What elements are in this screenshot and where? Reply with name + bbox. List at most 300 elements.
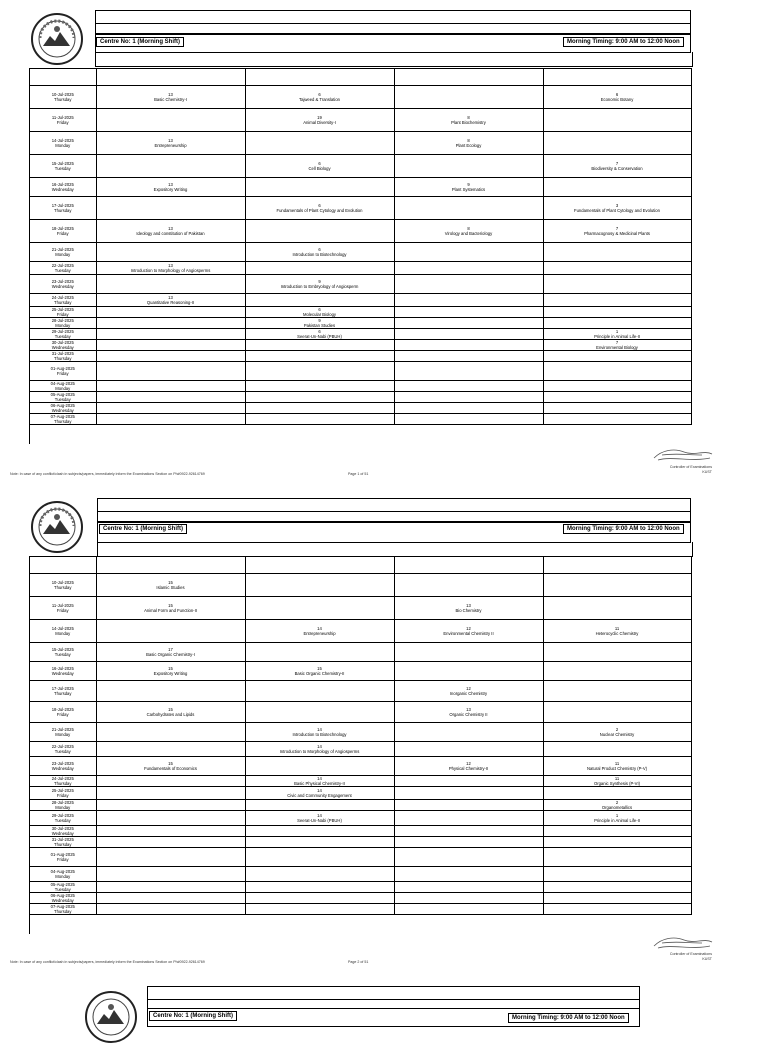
date-text: 29-Jul-2025 bbox=[51, 329, 74, 334]
exam-cell bbox=[394, 787, 543, 800]
subject-name: Animal Form and Function-II bbox=[144, 608, 197, 613]
exam-cell bbox=[394, 723, 543, 742]
date-text: 04-Aug-2025 bbox=[50, 381, 75, 386]
table-row bbox=[30, 723, 691, 742]
date-text: 29-Jul-2025 bbox=[51, 813, 74, 818]
paper-count: 2 bbox=[615, 727, 619, 732]
centre-label: Centre No: 1 (Morning Shift) bbox=[99, 524, 187, 534]
date-text: 18-Jul-2025 bbox=[51, 226, 74, 231]
exam-cell bbox=[394, 702, 543, 723]
exam-cell bbox=[96, 826, 245, 837]
exam-cell bbox=[96, 620, 245, 643]
paper-count: 13 bbox=[168, 138, 173, 143]
exam-cell bbox=[245, 723, 394, 742]
day-text: Friday bbox=[56, 793, 69, 798]
paper-count: 6 bbox=[318, 161, 321, 166]
date-text: 04-Aug-2025 bbox=[50, 869, 75, 874]
exam-cell bbox=[245, 643, 394, 662]
paper-count: 11 bbox=[614, 776, 620, 781]
day-text: Monday bbox=[55, 323, 71, 328]
paper-count: 6 bbox=[318, 307, 321, 312]
date-cell bbox=[30, 837, 96, 848]
date-cell bbox=[30, 757, 96, 776]
table-row bbox=[30, 882, 691, 893]
date-cell bbox=[30, 867, 96, 882]
exam-cell bbox=[543, 574, 691, 597]
subject-name: Pharmacognosy & Medicinal Plants bbox=[584, 231, 650, 236]
subject-name: Biodiversity & Conservation bbox=[591, 166, 643, 171]
exam-cell bbox=[543, 681, 691, 702]
date-cell bbox=[30, 702, 96, 723]
day-text: Tuesday bbox=[54, 334, 71, 339]
signature-caption bbox=[640, 952, 712, 962]
table-row bbox=[30, 893, 691, 904]
date-cell bbox=[30, 681, 96, 702]
exam-cell bbox=[394, 867, 543, 882]
date-text: 22-Jul-2025 bbox=[51, 744, 74, 749]
date-text: 17-Jul-2025 bbox=[51, 686, 74, 691]
subject-name: Basic Organic Chemistry-II bbox=[294, 671, 345, 676]
paper-count: 9 bbox=[318, 318, 321, 323]
subject-name: Animal Diversity-I bbox=[303, 120, 336, 125]
day-text: Wednesday bbox=[51, 345, 74, 350]
column-header-cell bbox=[96, 557, 245, 574]
date-text: 07-Aug-2025 bbox=[50, 904, 75, 909]
exam-cell bbox=[96, 643, 245, 662]
exam-cell bbox=[96, 800, 245, 811]
day-text: Tuesday bbox=[54, 652, 71, 657]
header-row-1 bbox=[147, 986, 640, 1000]
timing-label: Morning Timing: 9:00 AM to 12:00 Noon bbox=[563, 524, 684, 534]
exam-cell bbox=[245, 776, 394, 787]
paper-count: 9 bbox=[467, 182, 470, 187]
date-cell bbox=[30, 662, 96, 681]
exam-cell bbox=[394, 893, 543, 904]
exam-cell bbox=[96, 787, 245, 800]
column-header-cell bbox=[394, 557, 543, 574]
date-cell bbox=[30, 811, 96, 826]
day-text: Friday bbox=[56, 712, 69, 717]
subject-name: Principle in Animal Life-II bbox=[594, 334, 640, 339]
exam-cell bbox=[394, 574, 543, 597]
exam-cell bbox=[245, 757, 394, 776]
timing-label: Morning Timing: 9:00 AM to 12:00 Noon bbox=[563, 37, 684, 47]
signature-title: Controller of Examinations bbox=[669, 952, 712, 956]
subject-name: Introduction to Embryology of Angiosperm bbox=[280, 284, 359, 289]
timing-label: Morning Timing: 9:00 AM to 12:00 Noon bbox=[508, 1013, 629, 1023]
date-text: 14-Jul-2025 bbox=[51, 626, 74, 631]
date-text: 10-Jul-2025 bbox=[51, 92, 74, 97]
date-text: 16-Jul-2025 bbox=[51, 666, 74, 671]
exam-cell bbox=[96, 662, 245, 681]
day-text: Thursday bbox=[54, 585, 72, 590]
exam-cell bbox=[543, 848, 691, 867]
date-text: 31-Jul-2025 bbox=[51, 351, 74, 356]
date-cell bbox=[30, 800, 96, 811]
exam-cell bbox=[543, 882, 691, 893]
table-row bbox=[30, 574, 691, 597]
exam-cell bbox=[543, 826, 691, 837]
date-cell bbox=[30, 893, 96, 904]
paper-count: 14 bbox=[317, 788, 322, 793]
date-text: 07-Aug-2025 bbox=[50, 414, 75, 419]
column-header-row bbox=[30, 557, 691, 574]
exam-cell bbox=[96, 882, 245, 893]
day-text: Tuesday bbox=[54, 268, 71, 273]
exam-cell bbox=[96, 702, 245, 723]
date-text: 18-Jul-2025 bbox=[51, 707, 74, 712]
day-text: Tuesday bbox=[54, 749, 71, 754]
date-text: 25-Jul-2025 bbox=[51, 788, 74, 793]
table-row bbox=[30, 662, 691, 681]
exam-cell bbox=[543, 662, 691, 681]
column-header-cell bbox=[543, 557, 691, 574]
exam-cell bbox=[245, 867, 394, 882]
date-text: 05-Aug-2025 bbox=[50, 392, 75, 397]
paper-count: 17 bbox=[168, 647, 173, 652]
day-text: Thursday bbox=[54, 842, 72, 847]
subject-name: Molecular Biology bbox=[302, 312, 337, 317]
paper-count: 6 bbox=[318, 247, 321, 252]
paper-count: 15 bbox=[317, 666, 322, 671]
exam-cell bbox=[96, 776, 245, 787]
date-text: 06-Aug-2025 bbox=[50, 893, 75, 898]
column-header-cell bbox=[245, 557, 394, 574]
date-text: 11-Jul-2025 bbox=[51, 603, 74, 608]
date-text: 14-Jul-2025 bbox=[51, 138, 74, 143]
paper-count: 15 bbox=[168, 666, 173, 671]
university-logo-icon bbox=[30, 500, 84, 554]
date-text: 24-Jul-2025 bbox=[51, 295, 74, 300]
exam-cell bbox=[394, 776, 543, 787]
date-cell bbox=[30, 826, 96, 837]
paper-count: 13 bbox=[168, 92, 173, 97]
exam-cell bbox=[394, 757, 543, 776]
exam-cell bbox=[394, 904, 543, 915]
subject-name: Heterocyclic Chemistry bbox=[595, 631, 639, 636]
date-text: 01-Aug-2025 bbox=[50, 366, 75, 371]
exam-cell bbox=[245, 826, 394, 837]
subject-name: Introduction to Morphology of Angiosperms bbox=[279, 749, 360, 754]
paper-count: 1 bbox=[615, 813, 619, 818]
subject-name: Organic Chemistry II bbox=[449, 712, 488, 717]
day-text: Wednesday bbox=[51, 831, 74, 836]
paper-count: 8 bbox=[467, 115, 470, 120]
date-text: 05-Aug-2025 bbox=[50, 882, 75, 887]
paper-count: 15 bbox=[168, 580, 173, 585]
table-row bbox=[30, 681, 691, 702]
date-text: 15-Jul-2025 bbox=[51, 647, 74, 652]
paper-count: 7 bbox=[615, 226, 619, 231]
subject-name: Carbohydrates and Lipids bbox=[146, 712, 195, 717]
subject-name: Introduction to Morphology of Angiosperms bbox=[130, 268, 211, 273]
exam-cell bbox=[245, 904, 394, 915]
date-text: 01-Aug-2025 bbox=[50, 852, 75, 857]
exam-cell bbox=[543, 597, 691, 620]
table-row bbox=[30, 620, 691, 643]
day-text: Thursday bbox=[54, 781, 72, 786]
subject-name: Organometallics bbox=[601, 805, 633, 810]
paper-count: 15 bbox=[168, 761, 173, 766]
exam-cell bbox=[245, 848, 394, 867]
subject-name: Cell Biology bbox=[308, 166, 331, 171]
date-text: 16-Jul-2025 bbox=[51, 182, 74, 187]
subject-name: Expository Writing bbox=[153, 187, 188, 192]
subject-name: Virology and Bacteriology bbox=[444, 231, 493, 236]
table-row bbox=[30, 787, 691, 800]
day-text: Monday bbox=[55, 732, 71, 737]
exam-cell bbox=[96, 848, 245, 867]
exam-cell bbox=[96, 597, 245, 620]
subject-name: Pakistan Studies bbox=[303, 323, 336, 328]
page-number: Page 2 of 51 bbox=[348, 960, 369, 964]
footer-note: Note: In case of any conflict/clash in subjects/papers, immediately inform the Examinations Section on Ph#0922-92614769 bbox=[10, 472, 205, 476]
day-text: Thursday bbox=[54, 208, 72, 213]
paper-count: 8 bbox=[467, 226, 470, 231]
date-cell bbox=[30, 787, 96, 800]
date-cell bbox=[30, 723, 96, 742]
exam-cell bbox=[394, 643, 543, 662]
day-text: Monday bbox=[55, 874, 71, 879]
paper-count: 14 bbox=[317, 727, 322, 732]
date-cell bbox=[30, 597, 96, 620]
exam-cell bbox=[394, 597, 543, 620]
day-text: Wednesday bbox=[51, 766, 74, 771]
subject-name: Expository Writing bbox=[153, 671, 188, 676]
exam-cell bbox=[394, 826, 543, 837]
table-row bbox=[30, 702, 691, 723]
paper-count: 15 bbox=[168, 603, 173, 608]
paper-count: 8 bbox=[467, 138, 470, 143]
day-text: Friday bbox=[56, 857, 69, 862]
day-text: Thursday bbox=[54, 691, 72, 696]
table-row bbox=[30, 811, 691, 826]
subject-name: Islamic Studies bbox=[156, 585, 185, 590]
exam-cell bbox=[96, 723, 245, 742]
exam-cell bbox=[96, 837, 245, 848]
exam-cell bbox=[543, 800, 691, 811]
date-cell bbox=[30, 904, 96, 915]
date-cell bbox=[30, 848, 96, 867]
paper-count: 2 bbox=[615, 800, 619, 805]
centre-label: Centre No: 1 (Morning Shift) bbox=[96, 37, 184, 47]
day-text: Thursday bbox=[54, 909, 72, 914]
exam-cell bbox=[543, 643, 691, 662]
day-text: Friday bbox=[56, 371, 69, 376]
paper-count: 13 bbox=[466, 603, 471, 608]
signature-org: KUST bbox=[702, 470, 712, 474]
exam-cell bbox=[96, 742, 245, 757]
table-row bbox=[30, 643, 691, 662]
table-row bbox=[30, 848, 691, 867]
date-text: 28-Jul-2025 bbox=[51, 318, 74, 323]
subject-name: Fundamentals of Plant Cytology and Evolution bbox=[276, 208, 363, 213]
day-text: Thursday bbox=[54, 300, 72, 305]
exam-cell bbox=[245, 681, 394, 702]
date-text: 10-Jul-2025 bbox=[51, 580, 74, 585]
exam-cell bbox=[543, 742, 691, 757]
exam-cell bbox=[394, 742, 543, 757]
subject-name: Seerat-Un-Nabi (PBUH) bbox=[297, 334, 342, 339]
exam-cell bbox=[394, 811, 543, 826]
day-text: Wednesday bbox=[51, 671, 74, 676]
subject-name: Plant Biochemistry bbox=[451, 120, 486, 125]
date-text: 21-Jul-2025 bbox=[51, 727, 74, 732]
exam-cell bbox=[543, 811, 691, 826]
paper-count: 6 bbox=[318, 203, 321, 208]
exam-cell bbox=[394, 620, 543, 643]
subject-name: Organic Synthesis (P-VI) bbox=[593, 781, 641, 786]
page-3 bbox=[0, 980, 768, 1024]
exam-cell bbox=[543, 776, 691, 787]
university-logo-icon bbox=[84, 990, 138, 1044]
paper-count: 14 bbox=[317, 744, 322, 749]
exam-cell bbox=[394, 882, 543, 893]
day-text: Tuesday bbox=[54, 887, 71, 892]
subject-name: Principle in Animal Life-II bbox=[594, 818, 640, 823]
subject-name: Introduction to Biotechnology bbox=[292, 732, 347, 737]
subject-name: Seerat-Un-Nabi (PBUH) bbox=[297, 818, 342, 823]
date-text: 23-Jul-2025 bbox=[51, 279, 74, 284]
subject-name: Civic and Community Engagement bbox=[287, 793, 352, 798]
exam-cell bbox=[394, 837, 543, 848]
subject-name: Ideology and constitution of Pakistan bbox=[136, 231, 205, 236]
paper-count: 6 bbox=[615, 92, 619, 97]
paper-count: 13 bbox=[168, 263, 173, 268]
exam-cell bbox=[245, 662, 394, 681]
exam-cell bbox=[543, 893, 691, 904]
exam-cell bbox=[245, 574, 394, 597]
paper-count: 19 bbox=[317, 115, 322, 120]
paper-count: 9 bbox=[318, 279, 321, 284]
table-row bbox=[30, 904, 691, 915]
date-text: 22-Jul-2025 bbox=[51, 263, 74, 268]
subject-name: Natural Product Chemistry (P-V) bbox=[586, 766, 648, 771]
header-blank-row bbox=[97, 542, 693, 557]
subject-name: Nuclear Chemistry bbox=[599, 732, 635, 737]
subject-name: Basic Organic Chemistry-I bbox=[146, 652, 195, 657]
subject-name: Fundamentals of Economics bbox=[144, 766, 197, 771]
table-row bbox=[30, 597, 691, 620]
table-row bbox=[30, 776, 691, 787]
exam-cell bbox=[543, 723, 691, 742]
exam-cell bbox=[245, 742, 394, 757]
date-cell bbox=[30, 643, 96, 662]
subject-name: Plant Systematics bbox=[451, 187, 486, 192]
signature-org: KUST bbox=[702, 957, 712, 961]
subject-name: Plant Ecology bbox=[455, 143, 482, 148]
subject-name: Basic Physical Chemistry-II bbox=[294, 781, 345, 786]
exam-cell bbox=[394, 800, 543, 811]
paper-count: 15 bbox=[168, 707, 173, 712]
subject-name: Physical Chemistry-II bbox=[448, 766, 489, 771]
day-text: Tuesday bbox=[54, 818, 71, 823]
day-text: Monday bbox=[55, 143, 71, 148]
paper-count: 12 bbox=[466, 686, 471, 691]
date-cell bbox=[30, 882, 96, 893]
day-text: Friday bbox=[56, 120, 69, 125]
day-text: Monday bbox=[55, 386, 71, 391]
subject-name: Bio Chemistry bbox=[455, 608, 482, 613]
exam-cell bbox=[96, 757, 245, 776]
column-header-cell bbox=[30, 557, 96, 574]
exam-cell bbox=[394, 681, 543, 702]
date-text: 23-Jul-2025 bbox=[51, 761, 74, 766]
exam-cell bbox=[394, 662, 543, 681]
date-text: 21-Jul-2025 bbox=[51, 247, 74, 252]
subject-name: Environmental Biology bbox=[596, 345, 638, 350]
paper-count: 11 bbox=[614, 761, 620, 766]
date-text: 28-Jul-2025 bbox=[51, 800, 74, 805]
paper-count: 12 bbox=[466, 761, 471, 766]
date-text: 17-Jul-2025 bbox=[51, 203, 74, 208]
exam-cell bbox=[96, 893, 245, 904]
day-text: Monday bbox=[55, 252, 71, 257]
date-text: 06-Aug-2025 bbox=[50, 403, 75, 408]
date-text: 15-Jul-2025 bbox=[51, 161, 74, 166]
centre-label: Centre No: 1 (Morning Shift) bbox=[149, 1011, 237, 1021]
exam-cell bbox=[245, 837, 394, 848]
date-cell bbox=[30, 620, 96, 643]
subject-name: Basic Chemistry-I bbox=[154, 97, 187, 102]
table-row bbox=[30, 867, 691, 882]
paper-count: 13 bbox=[168, 295, 173, 300]
exam-cell bbox=[245, 702, 394, 723]
exam-cell bbox=[543, 702, 691, 723]
date-text: 24-Jul-2025 bbox=[51, 776, 74, 781]
page-number: Page 1 of 51 bbox=[348, 472, 369, 476]
exam-cell bbox=[543, 787, 691, 800]
day-text: Friday bbox=[56, 312, 69, 317]
date-text: 30-Jul-2025 bbox=[51, 340, 74, 345]
day-text: Monday bbox=[55, 805, 71, 810]
exam-cell bbox=[543, 837, 691, 848]
date-text: 31-Jul-2025 bbox=[51, 837, 74, 842]
exam-cell bbox=[245, 620, 394, 643]
date-cell bbox=[30, 776, 96, 787]
day-text: Wednesday bbox=[51, 187, 74, 192]
paper-count: 13 bbox=[168, 226, 173, 231]
day-text: Friday bbox=[56, 608, 69, 613]
paper-count: 7 bbox=[615, 340, 619, 345]
date-cell bbox=[30, 574, 96, 597]
day-text: Tuesday bbox=[54, 397, 71, 402]
day-text: Thursday bbox=[54, 419, 72, 424]
exam-cell bbox=[543, 904, 691, 915]
exam-cell bbox=[96, 867, 245, 882]
paper-count: 12 bbox=[466, 626, 471, 631]
footer-note: Note: In case of any conflict/clash in subjects/papers, immediately inform the Examinations Section on Ph#0922-92614769 bbox=[10, 960, 205, 964]
signature-icon bbox=[652, 934, 714, 952]
exam-cell bbox=[394, 848, 543, 867]
paper-count: 11 bbox=[614, 626, 620, 631]
table-row bbox=[30, 742, 691, 757]
day-text: Wednesday bbox=[51, 408, 74, 413]
subject-name: Inorganic Chemistry bbox=[449, 691, 488, 696]
exam-cell bbox=[245, 893, 394, 904]
exam-cell bbox=[543, 867, 691, 882]
signature-title: Controller of Examinations bbox=[669, 465, 712, 469]
day-text: Wednesday bbox=[51, 898, 74, 903]
exam-cell bbox=[96, 574, 245, 597]
subject-name: Entrepreneurship bbox=[303, 631, 336, 636]
exam-cell bbox=[96, 681, 245, 702]
exam-cell bbox=[245, 811, 394, 826]
subject-name: Tajweed & Translation bbox=[299, 97, 340, 102]
subject-name: Environmental Chemistry II bbox=[443, 631, 494, 636]
day-text: Wednesday bbox=[51, 284, 74, 289]
date-cell bbox=[30, 742, 96, 757]
